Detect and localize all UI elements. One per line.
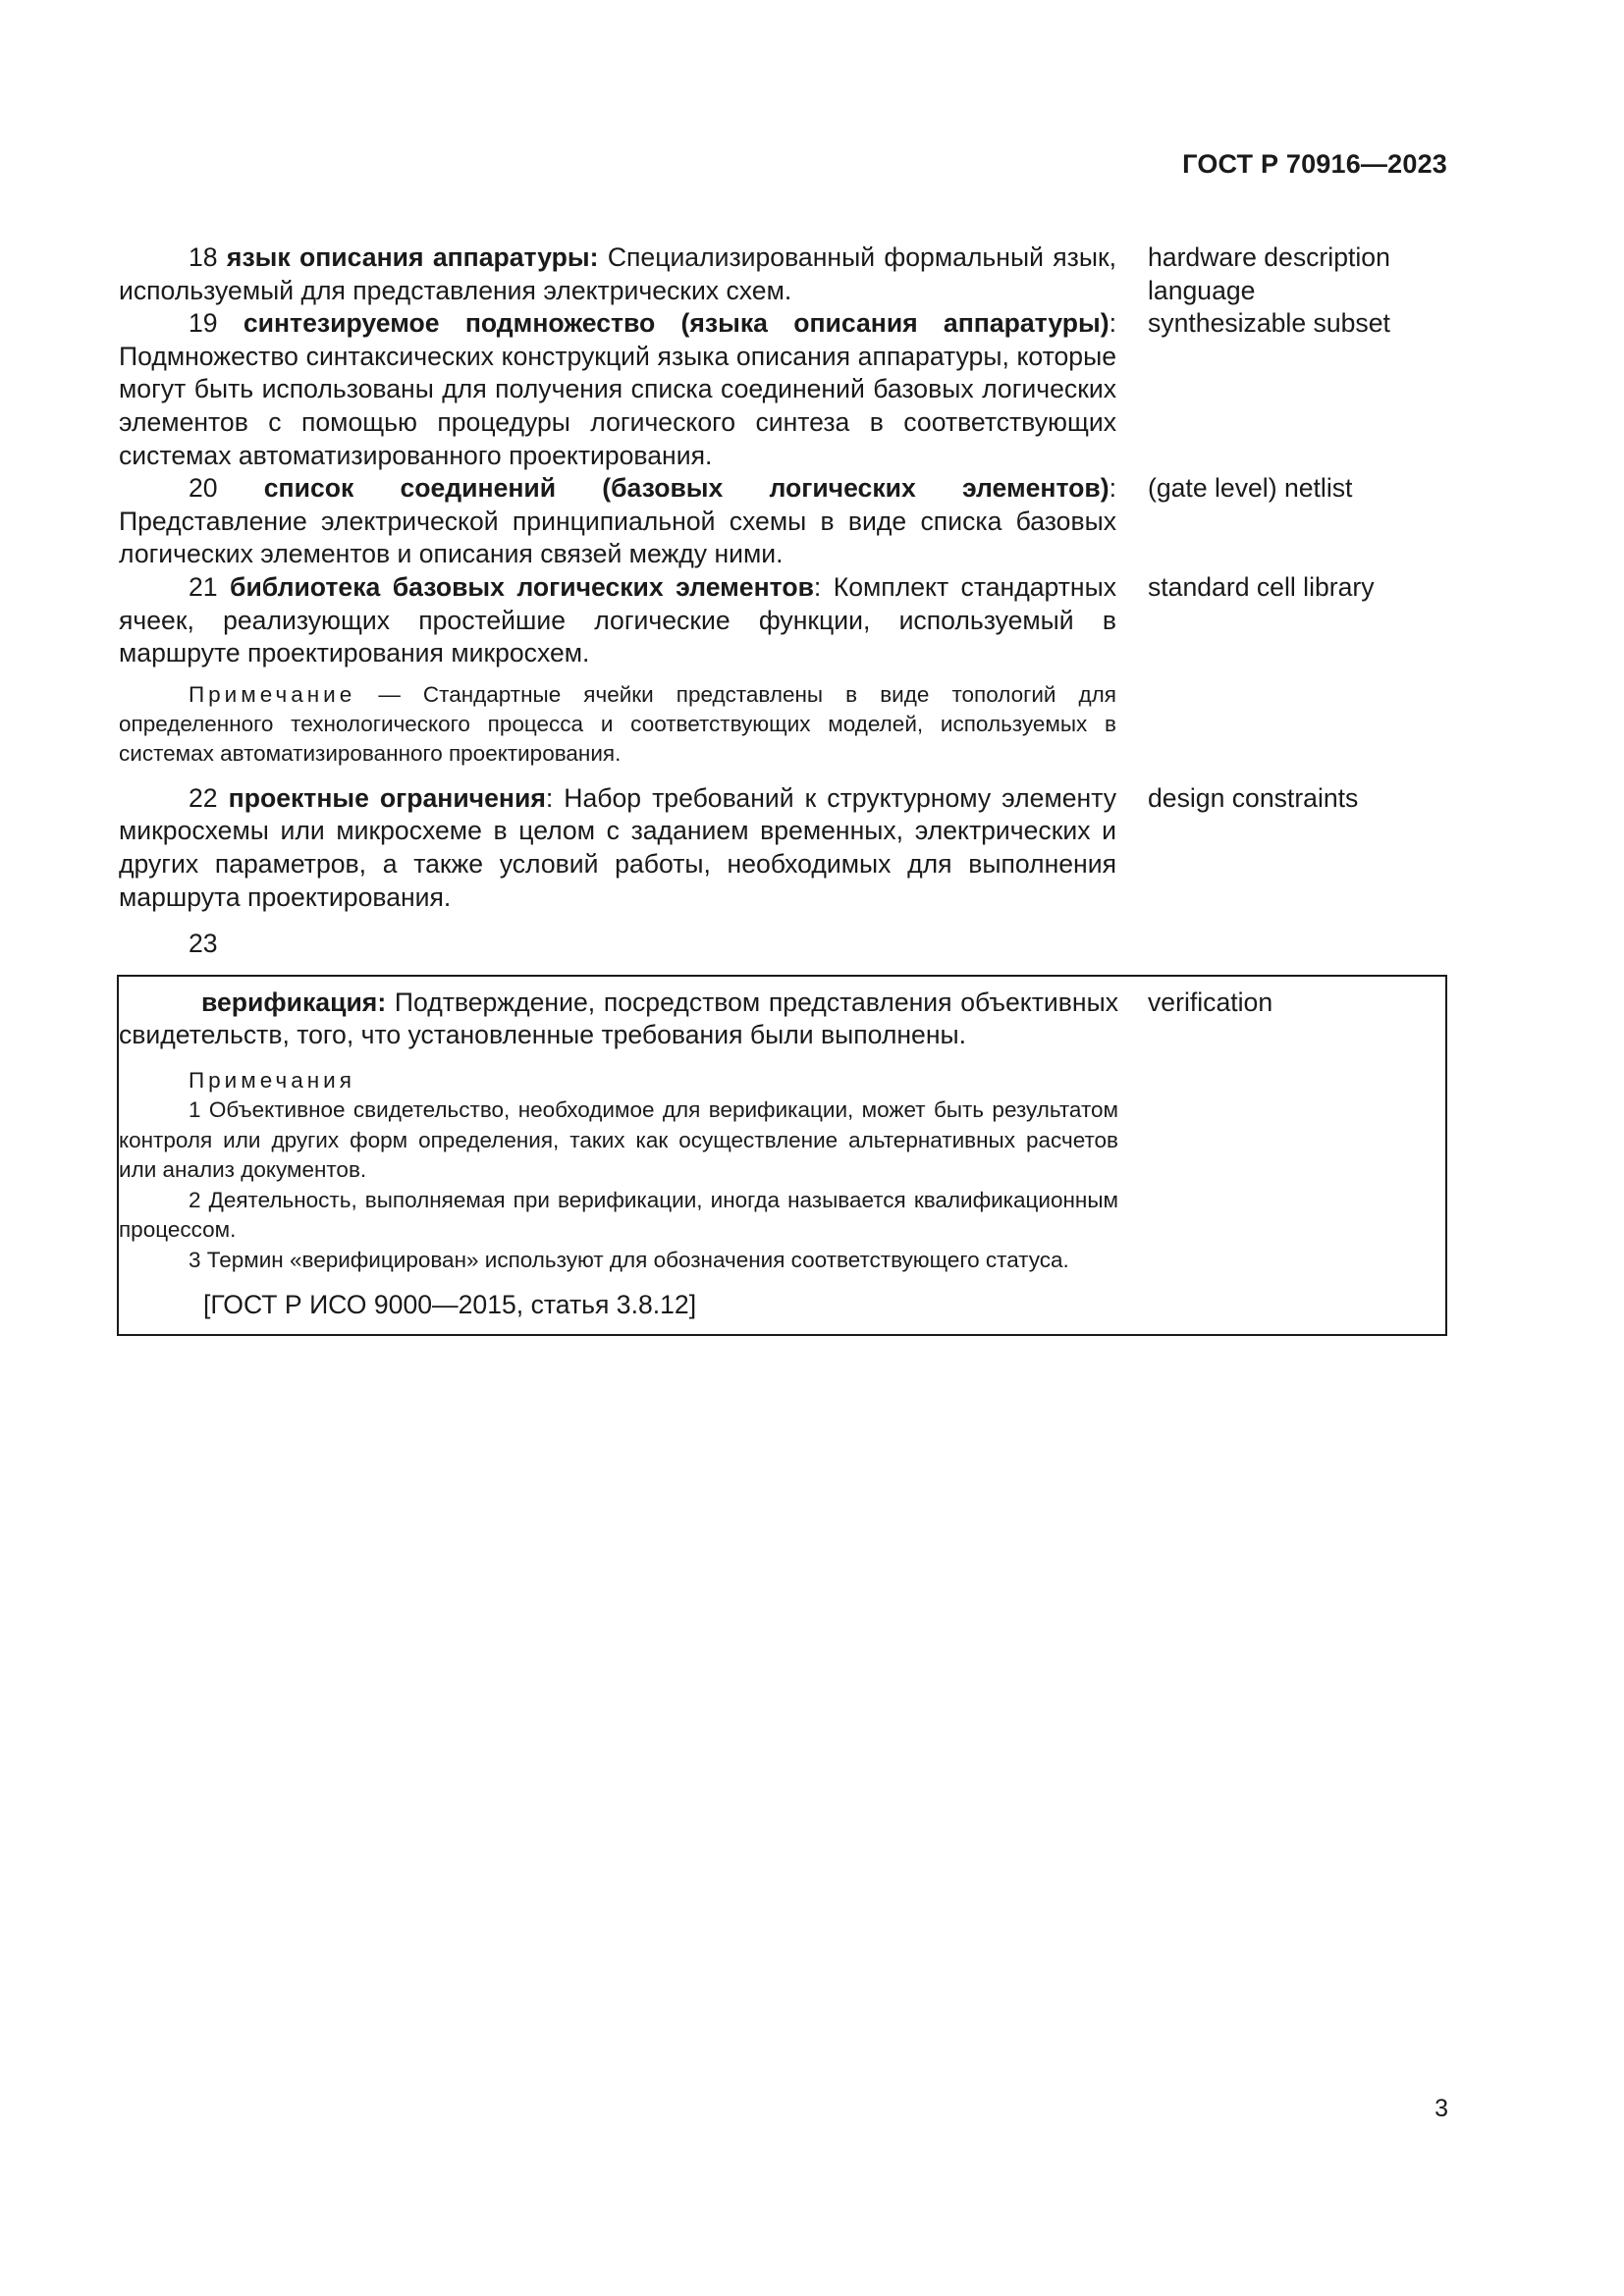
term-entry-21 [119,571,1449,670]
term-english: synthesizable subset [1148,308,1390,339]
term-definition: 19 синтезируемое подмножество (языка описания аппаратуры): Подмножество синтаксических конструкций языка описания аппаратуры, которые могут быть использованы для получения списка соединений базовых логических элементов с помощью процедуры логического синтеза в соответствующих системах автоматизированного проектирования. [119,308,1117,470]
term-note: Примечание — Стандартные ячейки представлены в виде топологий для определенного технологического процесса и соответствующих моделей, используемых в системах автоматизированного проектирования. [119,681,1116,766]
term-definition: верификация: Подтверждение, посредством представления объективных свидетельств, того, что установленные требования были выполнены. [119,987,1118,1050]
notes-label: Примечания [189,1067,355,1093]
note-item: 2 Деятельность, выполняемая при верификации, иногда называется квалификационным процессом. [119,1187,1118,1243]
term-name: проектные ограничения [228,782,546,813]
note-label: Примечание [189,681,356,707]
term-entry-22 [119,782,1449,914]
term-definition: 21 библиотека базовых логических элементов: Комплект стандартных ячеек, реализующих простейшие логические функции, используемый в маршруте проектирования микросхем. [119,571,1117,668]
term-entry-19 [119,307,1449,472]
term-definition: 20 список соединений (базовых логических элементов): Представление электрической принципиальной схемы в виде списка базовых логических элементов и описания связей между ними. [119,473,1116,569]
term-number-23: 23 [189,929,218,959]
term-english: hardware description language [1148,242,1390,305]
term-entry-23 [119,987,1445,1322]
term-definition: 22 проектные ограничения: Набор требований к структурному элементу микросхемы или микросхеме в целом с заданием временных, электрических и других параметров, а также условий работы, необходимых для выполнения маршрута проектирования. [119,782,1116,912]
term-name: язык описания аппаратуры: [226,242,599,272]
term-english: standard cell library [1148,571,1375,602]
term-notes [119,1066,1118,1276]
note-item: 3 Термин «верифицирован» используют для обозначения соответствующего статуса. [189,1247,1069,1272]
boxed-term [117,975,1447,1336]
term-name: синтезируемое подмножество (языка описания аппаратуры) [243,308,1110,339]
term-name: список соединений (базовых логических элементов) [263,473,1110,504]
term-entry-20 [119,472,1449,571]
standard-designation: ГОСТ Р 70916—2023 [1182,149,1447,179]
note-item: 1 Объективное свидетельство, необходимое для верификации, может быть результатом контроля или других форм определения, таких как осуществление альтернативных расчетов или анализ документов. [119,1097,1118,1183]
term-name: верификация: [201,987,387,1017]
term-name: библиотека базовых логических элементов [230,571,814,602]
term-definition: 18 язык описания аппаратуры: Специализированный формальный язык, используемый для представления электрических схем. [119,242,1116,305]
term-english: verification [1148,987,1273,1017]
term-english: design constraints [1148,782,1359,813]
page-number: 3 [1435,2095,1448,2122]
source-reference: [ГОСТ Р ИСО 9000—2015, статья 3.8.12] [203,1290,697,1320]
term-entry-18 [119,241,1449,307]
terms-list [119,241,1449,1336]
term-english: (gate level) netlist [1148,473,1353,504]
